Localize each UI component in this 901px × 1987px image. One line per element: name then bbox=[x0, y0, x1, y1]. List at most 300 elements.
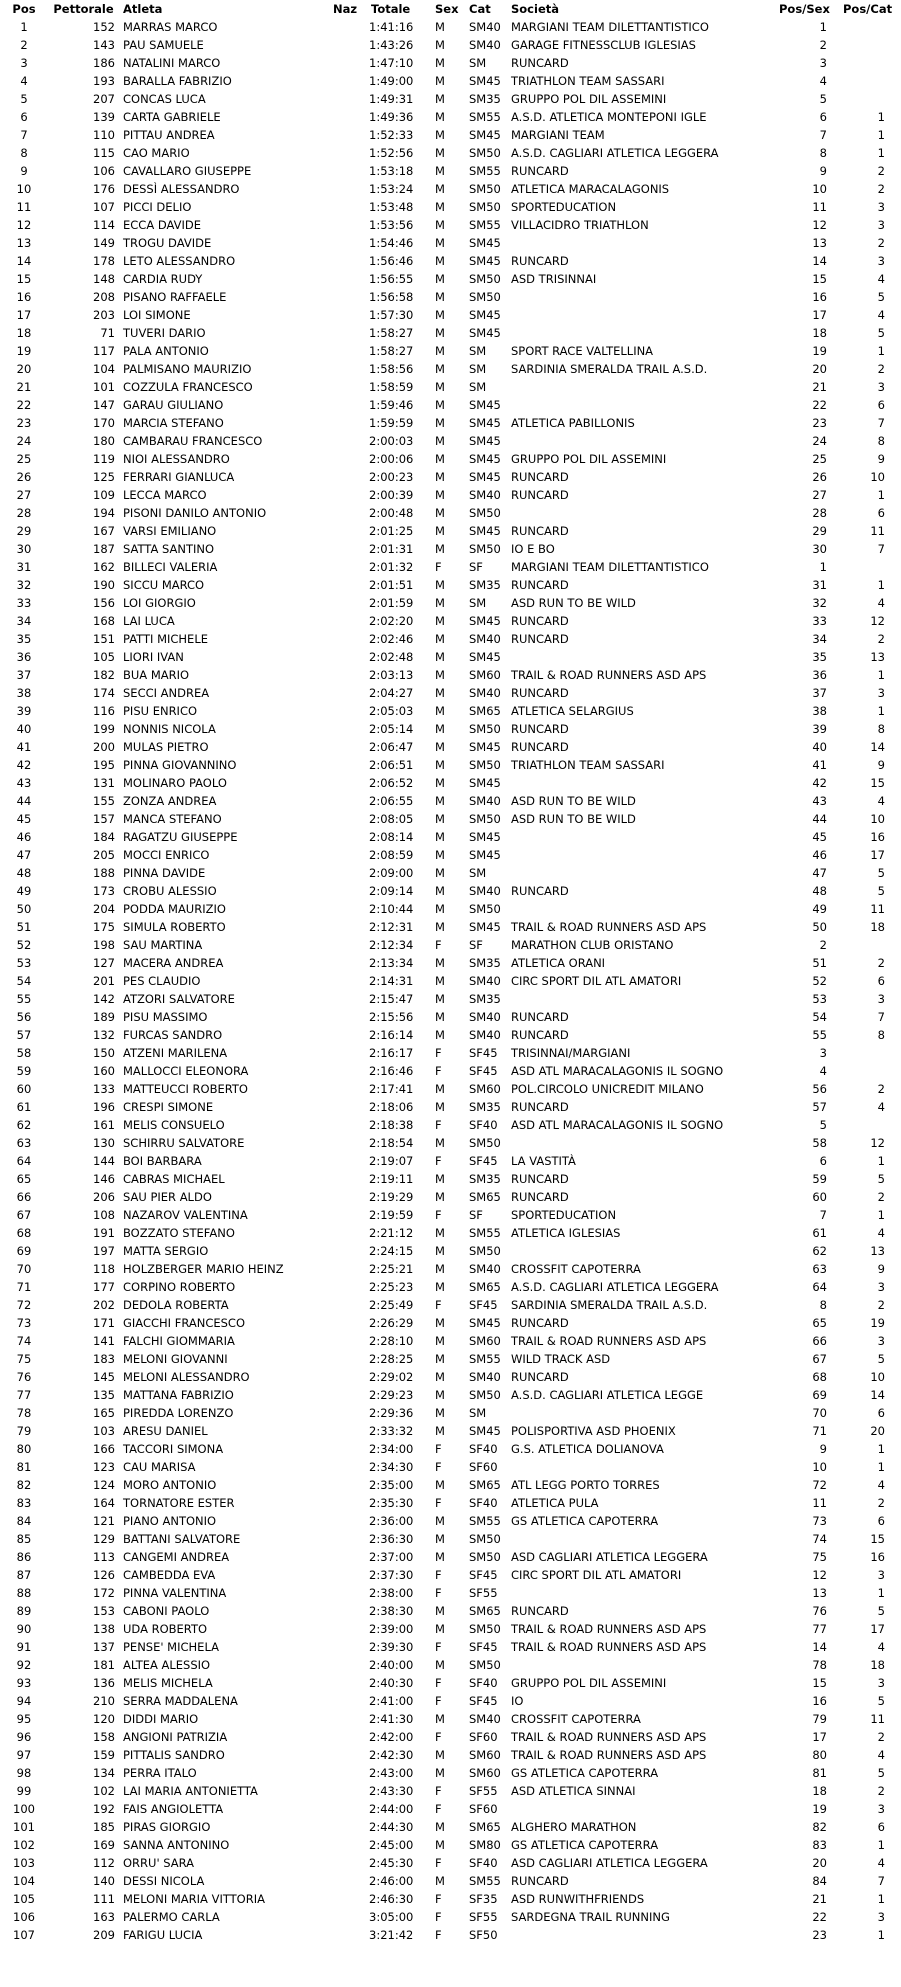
cell-pos-sex: 19 bbox=[812, 344, 827, 358]
cell-atleta: PIRAS GIORGIO bbox=[123, 1820, 211, 1834]
cell-atleta: ORRU' SARA bbox=[123, 1856, 195, 1870]
cell-pos: 58 bbox=[16, 1046, 32, 1060]
cell-pos-cat: 4 bbox=[877, 1856, 885, 1870]
cell-totale: 2:29:23 bbox=[369, 1388, 414, 1402]
cell-pos: 85 bbox=[16, 1532, 32, 1546]
cell-pos: 69 bbox=[16, 1244, 32, 1258]
cell-totale: 2:38:30 bbox=[369, 1604, 414, 1618]
cell-cat: SM35 bbox=[469, 956, 501, 970]
cell-pettorale: 175 bbox=[93, 920, 115, 934]
cell-naz bbox=[331, 1584, 367, 1602]
cell-pos-sex: 5 bbox=[819, 1118, 827, 1132]
cell-naz bbox=[331, 972, 367, 990]
cell-atleta: MELONI GIOVANNI bbox=[123, 1352, 228, 1366]
cell-pettorale: 188 bbox=[93, 866, 115, 880]
cell-atleta: CAO MARIO bbox=[123, 146, 190, 160]
cell-totale: 1:53:56 bbox=[369, 218, 414, 232]
cell-pos-sex: 79 bbox=[812, 1712, 827, 1726]
header-pos-sex: Pos/Sex bbox=[779, 2, 830, 16]
cell-cat: SM40 bbox=[469, 632, 501, 646]
cell-pos-cat bbox=[841, 54, 897, 72]
cell-sex: M bbox=[435, 326, 445, 340]
cell-cat: SF45 bbox=[469, 1694, 498, 1708]
cell-pos: 29 bbox=[16, 524, 32, 538]
cell-totale: 1:58:59 bbox=[369, 380, 414, 394]
cell-pos: 19 bbox=[16, 344, 32, 358]
cell-societa: ATLETICA PABILLONIS bbox=[511, 416, 635, 430]
cell-pos-cat: 9 bbox=[877, 1262, 885, 1276]
cell-pettorale: 208 bbox=[93, 290, 115, 304]
table-row bbox=[2, 864, 897, 882]
cell-cat: SM45 bbox=[469, 1424, 501, 1438]
cell-pos-cat: 14 bbox=[870, 740, 885, 754]
table-row bbox=[2, 990, 897, 1008]
table-row bbox=[2, 414, 897, 432]
cell-pos: 89 bbox=[16, 1604, 32, 1618]
cell-societa: ATLETICA SELARGIUS bbox=[511, 704, 634, 718]
cell-pos-cat: 9 bbox=[877, 452, 885, 466]
cell-pos: 22 bbox=[16, 398, 32, 412]
cell-sex: M bbox=[435, 1226, 445, 1240]
cell-pettorale: 195 bbox=[93, 758, 115, 772]
cell-naz bbox=[331, 360, 367, 378]
cell-totale: 1:59:46 bbox=[369, 398, 414, 412]
cell-atleta: LAI LUCA bbox=[123, 614, 175, 628]
cell-pos: 64 bbox=[16, 1154, 32, 1168]
cell-societa: WILD TRACK ASD bbox=[511, 1352, 611, 1366]
cell-pos-cat: 1 bbox=[877, 128, 885, 142]
cell-societa: RUNCARD bbox=[511, 1874, 569, 1888]
cell-sex: M bbox=[435, 848, 445, 862]
cell-atleta: SICCU MARCO bbox=[123, 578, 205, 592]
cell-naz bbox=[331, 54, 367, 72]
cell-pettorale: 198 bbox=[93, 938, 115, 952]
cell-pettorale: 71 bbox=[100, 326, 115, 340]
cell-pettorale: 116 bbox=[93, 704, 115, 718]
cell-pos-cat: 8 bbox=[877, 1028, 885, 1042]
cell-pos: 56 bbox=[16, 1010, 32, 1024]
table-row bbox=[2, 1296, 897, 1314]
cell-societa: G.S. ATLETICA DOLIANOVA bbox=[511, 1442, 664, 1456]
cell-sex: M bbox=[435, 614, 445, 628]
cell-pettorale: 110 bbox=[93, 128, 115, 142]
cell-naz bbox=[331, 756, 367, 774]
cell-pos-cat: 4 bbox=[877, 272, 885, 286]
cell-pos: 94 bbox=[16, 1694, 32, 1708]
cell-atleta: PISONI DANILO ANTONIO bbox=[123, 506, 267, 520]
cell-pettorale: 103 bbox=[93, 1424, 115, 1438]
cell-pos-sex: 31 bbox=[812, 578, 827, 592]
table-row bbox=[2, 126, 897, 144]
cell-societa: RUNCARD bbox=[511, 1316, 569, 1330]
cell-totale: 2:45:30 bbox=[369, 1856, 414, 1870]
cell-totale: 1:57:30 bbox=[369, 308, 414, 322]
cell-naz bbox=[331, 1422, 367, 1440]
cell-sex: F bbox=[435, 938, 442, 952]
cell-totale: 1:47:10 bbox=[369, 56, 414, 70]
cell-societa bbox=[509, 306, 773, 324]
cell-totale: 2:39:00 bbox=[369, 1622, 414, 1636]
cell-naz bbox=[331, 1602, 367, 1620]
cell-totale: 2:34:30 bbox=[369, 1460, 414, 1474]
cell-pos-sex: 77 bbox=[812, 1622, 827, 1636]
cell-naz bbox=[331, 468, 367, 486]
cell-pos-cat: 3 bbox=[877, 254, 885, 268]
cell-totale: 2:04:27 bbox=[369, 686, 414, 700]
cell-sex: M bbox=[435, 1874, 445, 1888]
cell-pos-sex: 54 bbox=[812, 1010, 827, 1024]
cell-societa bbox=[509, 1926, 773, 1944]
cell-societa: TRAIL & ROAD RUNNERS ASD APS bbox=[511, 1334, 707, 1348]
cell-pos-sex: 8 bbox=[819, 146, 827, 160]
cell-pos-cat: 1 bbox=[877, 704, 885, 718]
cell-pettorale: 136 bbox=[93, 1676, 115, 1690]
cell-atleta: LETO ALESSANDRO bbox=[123, 254, 236, 268]
cell-pettorale: 167 bbox=[93, 524, 115, 538]
cell-pos-cat: 1 bbox=[877, 1208, 885, 1222]
cell-atleta: LIORI IVAN bbox=[123, 650, 184, 664]
cell-societa: MARGIANI TEAM DILETTANTISTICO bbox=[511, 560, 709, 574]
cell-atleta: SIMULA ROBERTO bbox=[123, 920, 226, 934]
cell-pos-cat: 12 bbox=[870, 614, 885, 628]
cell-sex: M bbox=[435, 1190, 445, 1204]
cell-societa bbox=[509, 378, 773, 396]
table-row bbox=[2, 1728, 897, 1746]
cell-cat: SM45 bbox=[469, 416, 501, 430]
cell-pos-sex: 69 bbox=[812, 1388, 827, 1402]
cell-sex: M bbox=[435, 128, 445, 142]
cell-sex: M bbox=[435, 1712, 445, 1726]
cell-atleta: TUVERI DARIO bbox=[123, 326, 206, 340]
cell-pos-sex: 58 bbox=[812, 1136, 827, 1150]
cell-pettorale: 165 bbox=[93, 1406, 115, 1420]
cell-pos: 34 bbox=[16, 614, 32, 628]
cell-totale: 1:58:27 bbox=[369, 344, 414, 358]
table-row bbox=[2, 684, 897, 702]
cell-pos-cat: 18 bbox=[870, 920, 885, 934]
cell-pos-cat: 16 bbox=[870, 1550, 885, 1564]
table-row bbox=[2, 702, 897, 720]
cell-sex: F bbox=[435, 1154, 442, 1168]
cell-pos-cat: 4 bbox=[877, 1100, 885, 1114]
cell-atleta: MACERA ANDREA bbox=[123, 956, 224, 970]
cell-sex: F bbox=[435, 1298, 442, 1312]
cell-pos: 40 bbox=[16, 722, 32, 736]
cell-societa: ATLETICA IGLESIAS bbox=[511, 1226, 621, 1240]
cell-sex: M bbox=[435, 1838, 445, 1852]
cell-totale: 2:13:34 bbox=[369, 956, 414, 970]
table-row bbox=[2, 936, 897, 954]
cell-pos: 23 bbox=[16, 416, 32, 430]
cell-pos-sex: 9 bbox=[819, 1442, 827, 1456]
cell-pettorale: 130 bbox=[93, 1136, 115, 1150]
cell-atleta: MALLOCCI ELEONORA bbox=[123, 1064, 249, 1078]
table-row bbox=[2, 666, 897, 684]
cell-pos-sex: 39 bbox=[812, 722, 827, 736]
cell-societa bbox=[509, 1584, 773, 1602]
cell-pettorale: 178 bbox=[93, 254, 115, 268]
cell-pos-cat: 1 bbox=[877, 1928, 885, 1942]
cell-cat: SM bbox=[469, 1406, 487, 1420]
cell-naz bbox=[331, 1170, 367, 1188]
cell-totale: 2:15:56 bbox=[369, 1010, 414, 1024]
table-row bbox=[2, 198, 897, 216]
cell-pettorale: 143 bbox=[93, 38, 115, 52]
cell-naz bbox=[331, 90, 367, 108]
cell-pettorale: 127 bbox=[93, 956, 115, 970]
cell-sex: M bbox=[435, 992, 445, 1006]
cell-societa: RUNCARD bbox=[511, 740, 569, 754]
cell-naz bbox=[331, 1386, 367, 1404]
cell-pos-cat: 2 bbox=[877, 182, 885, 196]
cell-naz bbox=[331, 1152, 367, 1170]
cell-pos: 104 bbox=[13, 1874, 35, 1888]
cell-atleta: MARCIA STEFANO bbox=[123, 416, 224, 430]
cell-societa: A.S.D. CAGLIARI ATLETICA LEGGERA bbox=[511, 1280, 719, 1294]
cell-cat: SF55 bbox=[469, 1910, 498, 1924]
cell-pos: 21 bbox=[16, 380, 32, 394]
cell-pettorale: 177 bbox=[93, 1280, 115, 1294]
cell-atleta: CABRAS MICHAEL bbox=[123, 1172, 225, 1186]
cell-totale: 2:18:06 bbox=[369, 1100, 414, 1114]
cell-societa: SARDINIA SMERALDA TRAIL A.S.D. bbox=[511, 362, 708, 376]
cell-societa: LA VASTITÀ bbox=[511, 1154, 576, 1168]
cell-pos: 17 bbox=[16, 308, 32, 322]
cell-pos-cat: 2 bbox=[877, 1298, 885, 1312]
cell-pettorale: 202 bbox=[93, 1298, 115, 1312]
table-row bbox=[2, 828, 897, 846]
cell-atleta: MARRAS MARCO bbox=[123, 20, 218, 34]
cell-cat: SM45 bbox=[469, 74, 501, 88]
cell-pettorale: 205 bbox=[93, 848, 115, 862]
cell-naz bbox=[331, 864, 367, 882]
cell-pos-sex: 24 bbox=[812, 434, 827, 448]
table-row bbox=[2, 954, 897, 972]
table-row bbox=[2, 1710, 897, 1728]
cell-cat: SM65 bbox=[469, 1478, 501, 1492]
cell-atleta: PINNA DAVIDE bbox=[123, 866, 206, 880]
cell-sex: M bbox=[435, 164, 445, 178]
cell-pettorale: 107 bbox=[93, 200, 115, 214]
cell-sex: M bbox=[435, 1028, 445, 1042]
cell-sex: M bbox=[435, 1136, 445, 1150]
cell-sex: M bbox=[435, 1262, 445, 1276]
cell-pos-cat: 17 bbox=[870, 848, 885, 862]
cell-sex: M bbox=[435, 974, 445, 988]
cell-cat: SM50 bbox=[469, 1388, 501, 1402]
cell-sex: M bbox=[435, 362, 445, 376]
cell-cat: SM50 bbox=[469, 182, 501, 196]
cell-pos-sex: 19 bbox=[812, 1802, 827, 1816]
cell-pos-cat: 1 bbox=[877, 1442, 885, 1456]
cell-pettorale: 187 bbox=[93, 542, 115, 556]
cell-sex: M bbox=[435, 74, 445, 88]
header-pos: Pos bbox=[12, 2, 36, 16]
cell-pettorale: 119 bbox=[93, 452, 115, 466]
cell-sex: F bbox=[435, 1046, 442, 1060]
cell-atleta: CARTA GABRIELE bbox=[123, 110, 221, 124]
cell-naz bbox=[331, 450, 367, 468]
cell-pos-sex: 56 bbox=[812, 1082, 827, 1096]
cell-naz bbox=[331, 540, 367, 558]
cell-pettorale: 126 bbox=[93, 1568, 115, 1582]
cell-atleta: NIOI ALESSANDRO bbox=[123, 452, 230, 466]
cell-cat: SM45 bbox=[469, 434, 501, 448]
cell-pos-cat: 2 bbox=[877, 1496, 885, 1510]
cell-pos-sex: 44 bbox=[812, 812, 827, 826]
cell-cat: SM40 bbox=[469, 974, 501, 988]
cell-naz bbox=[331, 1458, 367, 1476]
cell-pos-cat: 4 bbox=[877, 1478, 885, 1492]
cell-atleta: BOI BARBARA bbox=[123, 1154, 202, 1168]
cell-pos-cat: 7 bbox=[877, 542, 885, 556]
cell-naz bbox=[331, 792, 367, 810]
cell-totale: 2:16:14 bbox=[369, 1028, 414, 1042]
cell-pos-sex: 57 bbox=[812, 1100, 827, 1114]
cell-cat: SM bbox=[469, 866, 487, 880]
table-row bbox=[2, 918, 897, 936]
cell-pos-cat: 13 bbox=[870, 1244, 885, 1258]
cell-societa: GRUPPO POL DIL ASSEMINI bbox=[511, 1676, 667, 1690]
cell-pos: 66 bbox=[16, 1190, 32, 1204]
cell-naz bbox=[331, 774, 367, 792]
cell-naz bbox=[331, 1188, 367, 1206]
cell-pos-cat: 19 bbox=[870, 1316, 885, 1330]
cell-societa: RUNCARD bbox=[511, 1370, 569, 1384]
cell-societa: GARAGE FITNESSCLUB IGLESIAS bbox=[511, 38, 696, 52]
cell-pos: 16 bbox=[16, 290, 32, 304]
cell-pos-sex: 74 bbox=[812, 1532, 827, 1546]
cell-totale: 2:03:13 bbox=[369, 668, 414, 682]
table-row bbox=[2, 1638, 897, 1656]
cell-sex: M bbox=[435, 632, 445, 646]
cell-naz bbox=[331, 1692, 367, 1710]
cell-sex: M bbox=[435, 1622, 445, 1636]
cell-sex: M bbox=[435, 956, 445, 970]
cell-sex: M bbox=[435, 110, 445, 124]
cell-pos-cat: 4 bbox=[877, 596, 885, 610]
cell-naz bbox=[331, 738, 367, 756]
cell-pos-cat: 11 bbox=[870, 902, 885, 916]
cell-sex: M bbox=[435, 1244, 445, 1258]
cell-totale: 2:25:23 bbox=[369, 1280, 414, 1294]
cell-pettorale: 174 bbox=[93, 686, 115, 700]
cell-cat: SM35 bbox=[469, 92, 501, 106]
cell-cat: SM40 bbox=[469, 884, 501, 898]
cell-pos-sex: 41 bbox=[812, 758, 827, 772]
cell-totale: 2:44:30 bbox=[369, 1820, 414, 1834]
table-row bbox=[2, 1224, 897, 1242]
cell-pettorale: 132 bbox=[93, 1028, 115, 1042]
cell-naz bbox=[331, 1206, 367, 1224]
cell-pettorale: 180 bbox=[93, 434, 115, 448]
cell-pettorale: 135 bbox=[93, 1388, 115, 1402]
cell-pos: 107 bbox=[13, 1928, 35, 1942]
cell-cat: SM55 bbox=[469, 218, 501, 232]
cell-pos: 61 bbox=[16, 1100, 32, 1114]
cell-pettorale: 199 bbox=[93, 722, 115, 736]
table-row bbox=[2, 1854, 897, 1872]
cell-pos: 7 bbox=[20, 128, 28, 142]
cell-cat: SM50 bbox=[469, 758, 501, 772]
cell-pettorale: 112 bbox=[93, 1856, 115, 1870]
cell-pos: 90 bbox=[16, 1622, 32, 1636]
cell-totale: 2:05:03 bbox=[369, 704, 414, 718]
cell-pos-cat: 3 bbox=[877, 1334, 885, 1348]
cell-pos-cat bbox=[841, 1044, 897, 1062]
cell-pos-sex: 5 bbox=[819, 92, 827, 106]
cell-pettorale: 114 bbox=[93, 218, 115, 232]
cell-totale: 2:08:05 bbox=[369, 812, 414, 826]
cell-societa: ASD ATLETICA SINNAI bbox=[511, 1784, 636, 1798]
cell-naz bbox=[331, 828, 367, 846]
cell-pos-cat: 1 bbox=[877, 488, 885, 502]
cell-naz bbox=[331, 612, 367, 630]
cell-pos: 35 bbox=[16, 632, 32, 646]
cell-naz bbox=[331, 1656, 367, 1674]
cell-cat: SM50 bbox=[469, 1550, 501, 1564]
cell-pos-sex: 49 bbox=[812, 902, 827, 916]
cell-atleta: SECCI ANDREA bbox=[123, 686, 210, 700]
cell-sex: F bbox=[435, 1496, 442, 1510]
cell-pos-sex: 66 bbox=[812, 1334, 827, 1348]
cell-societa: ALGHERO MARATHON bbox=[511, 1820, 637, 1834]
cell-naz bbox=[331, 558, 367, 576]
cell-totale: 1:56:46 bbox=[369, 254, 414, 268]
cell-sex: M bbox=[435, 200, 445, 214]
cell-societa: TRAIL & ROAD RUNNERS ASD APS bbox=[511, 668, 707, 682]
cell-atleta: SCHIRRU SALVATORE bbox=[123, 1136, 245, 1150]
cell-pos: 60 bbox=[16, 1082, 32, 1096]
cell-pos-cat: 3 bbox=[877, 992, 885, 1006]
cell-sex: M bbox=[435, 1658, 445, 1672]
cell-naz bbox=[331, 342, 367, 360]
cell-naz bbox=[331, 1080, 367, 1098]
table-row bbox=[2, 594, 897, 612]
cell-cat: SM45 bbox=[469, 776, 501, 790]
cell-pos: 77 bbox=[16, 1388, 32, 1402]
cell-pettorale: 120 bbox=[93, 1712, 115, 1726]
cell-naz bbox=[331, 1638, 367, 1656]
cell-societa: TRIATHLON TEAM SASSARI bbox=[511, 74, 665, 88]
cell-pettorale: 105 bbox=[93, 650, 115, 664]
table-row bbox=[2, 1242, 897, 1260]
cell-sex: F bbox=[435, 1640, 442, 1654]
cell-pos: 78 bbox=[16, 1406, 32, 1420]
cell-pos-cat: 18 bbox=[870, 1658, 885, 1672]
cell-sex: F bbox=[435, 1208, 442, 1222]
table-row bbox=[2, 378, 897, 396]
cell-pos-cat: 9 bbox=[877, 758, 885, 772]
cell-societa: GRUPPO POL DIL ASSEMINI bbox=[511, 92, 667, 106]
cell-pos-sex: 21 bbox=[812, 380, 827, 394]
cell-pos-sex: 4 bbox=[819, 1064, 827, 1078]
cell-pettorale: 133 bbox=[93, 1082, 115, 1096]
cell-totale: 1:41:16 bbox=[369, 20, 414, 34]
cell-pettorale: 170 bbox=[93, 416, 115, 430]
cell-sex: M bbox=[435, 416, 445, 430]
cell-totale: 2:15:47 bbox=[369, 992, 414, 1006]
cell-pos: 57 bbox=[16, 1028, 32, 1042]
cell-atleta: LECCA MARCO bbox=[123, 488, 207, 502]
cell-naz bbox=[331, 1008, 367, 1026]
cell-pos: 84 bbox=[16, 1514, 32, 1528]
cell-naz bbox=[331, 1296, 367, 1314]
cell-societa: RUNCARD bbox=[511, 164, 569, 178]
cell-atleta: MELONI ALESSANDRO bbox=[123, 1370, 250, 1384]
cell-sex: F bbox=[435, 1064, 442, 1078]
cell-pos-cat: 11 bbox=[870, 1712, 885, 1726]
